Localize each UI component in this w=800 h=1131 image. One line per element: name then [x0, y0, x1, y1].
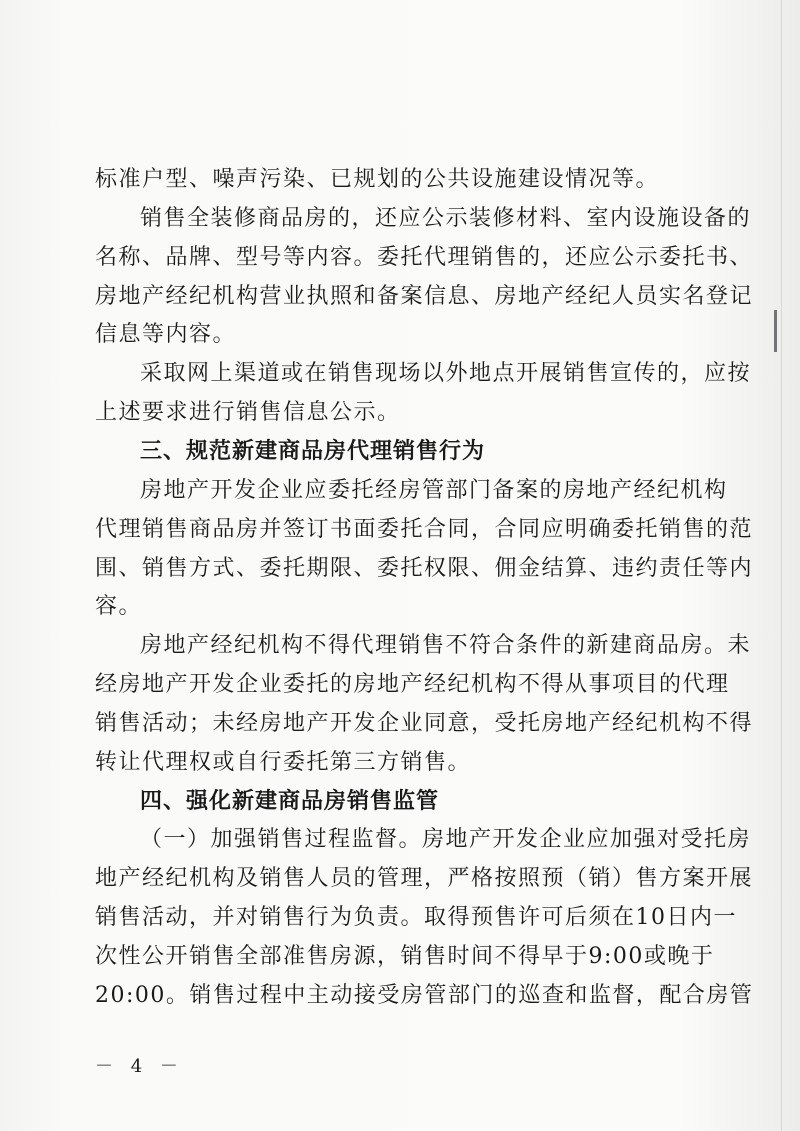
body-line: 销售全装修商品房的，还应公示装修材料、室内设施设备的 [140, 206, 752, 231]
body-line: 销售活动；未经房地产开发企业同意，受托房地产经纪机构不得 [95, 711, 754, 736]
section-heading-3: 三、规范新建商品房代理销售行为 [140, 439, 486, 464]
body-line: 经房地产开发企业委托的房地产经纪机构不得从事项目的代理 [95, 672, 730, 697]
body-line: 名称、品牌、型号等内容。委托代理销售的，还应公示委托书、 [95, 245, 754, 270]
body-line: 销售活动，并对销售行为负责。取得预售许可后须在10日内一 [95, 905, 737, 930]
body-line: 围、销售方式、委托期限、委托权限、佣金结算、违约责任等内 [95, 556, 754, 581]
body-line: 上述要求进行销售信息公示。 [95, 400, 401, 425]
body-line: 20:00。销售过程中主动接受房管部门的巡查和监督，配合房管 [95, 983, 754, 1008]
body-line: 标准户型、噪声污染、已规划的公共设施建设情况等。 [95, 167, 660, 192]
body-line: （一）加强销售过程监督。房地产开发企业应加强对受托房 [140, 827, 752, 852]
body-line: 转让代理权或自行委托第三方销售。 [95, 750, 472, 775]
body-line: 房地产开发企业应委托经房管部门备案的房地产经纪机构 [140, 478, 728, 503]
page-number: － 4 － [95, 1056, 184, 1077]
body-line: 房地产经纪机构营业执照和备案信息、房地产经纪人员实名登记 [95, 284, 754, 309]
body-line: 信息等内容。 [95, 322, 237, 347]
section-heading-4: 四、强化新建商品房销售监管 [140, 789, 440, 814]
body-line: 容。 [95, 594, 143, 619]
body-line: 地产经纪机构及销售人员的管理，严格按照预（销）售方案开展 [95, 866, 754, 891]
scan-mark [774, 310, 777, 352]
body-line: 采取网上渠道或在销售现场以外地点开展销售宣传的，应按 [140, 361, 752, 386]
body-line: 房地产经纪机构不得代理销售不符合条件的新建商品房。未 [140, 633, 752, 658]
body-line: 代理销售商品房并签订书面委托合同，合同应明确委托销售的范 [95, 517, 754, 542]
body-line: 次性公开销售全部准售房源，销售时间不得早于9:00或晚于 [95, 944, 715, 969]
scan-edge-line [781, 0, 782, 1131]
